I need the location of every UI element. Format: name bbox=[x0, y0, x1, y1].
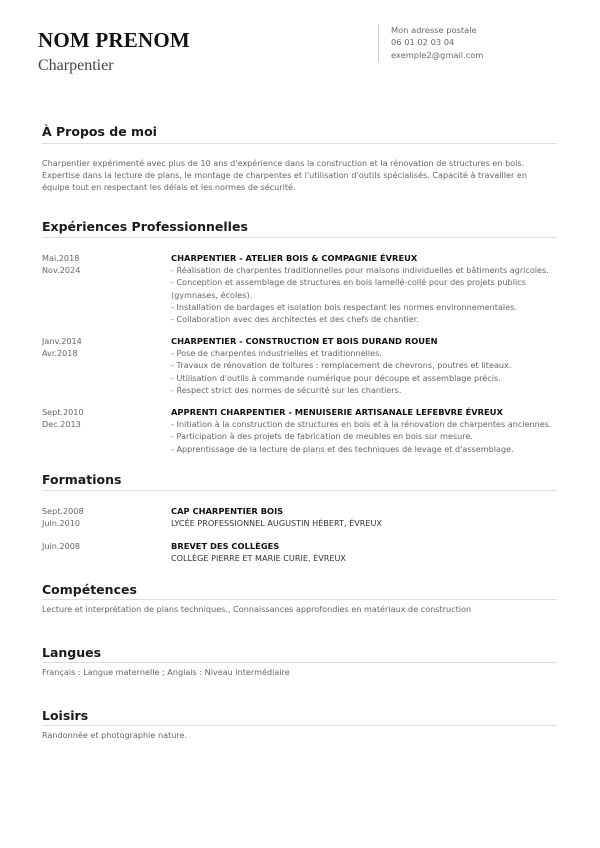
experience-bullet: - Initiation à la construction de structures en bois et à la rénovation de charpentes anciennes. bbox=[171, 419, 552, 430]
date-end: Juin.2010 bbox=[42, 518, 81, 529]
contact-address: Mon adresse postale bbox=[391, 25, 477, 35]
date-start: Mai.2018 bbox=[42, 253, 80, 263]
education-school: COLLÈGE PIERRE ET MARIE CURIE, ÉVREUX bbox=[171, 553, 346, 564]
section-divider bbox=[42, 143, 557, 144]
contact-block bbox=[378, 24, 483, 62]
education-dates bbox=[42, 505, 162, 529]
experience-bullet: - Participation à des projets de fabrication de meubles en bois sur mesure. bbox=[171, 431, 473, 442]
experience-bullet: (gymnases, écoles). bbox=[171, 289, 253, 300]
experience-bullet: - Collaboration avec des architectes et des chefs de chantier. bbox=[171, 314, 419, 325]
experience-bullet: - Apprentissage de la lecture de plans et des techniques de levage et d'assemblage. bbox=[171, 443, 514, 454]
education-section-title: Formations bbox=[42, 472, 122, 487]
skills-section-title: Compétences bbox=[42, 582, 137, 597]
education-degree: CAP CHARPENTIER BOIS bbox=[171, 506, 284, 516]
experience-role: APPRENTI CHARPENTIER - MENUISERIE ARTISANALE LEFEBVRE ÉVREUX bbox=[171, 407, 503, 417]
experience-section-title: Expériences Professionnelles bbox=[42, 219, 248, 234]
experience-bullet: - Respect strict des normes de sécurité sur les chantiers. bbox=[171, 384, 402, 395]
experience-content bbox=[171, 252, 561, 325]
date-end: Dec.2013 bbox=[42, 419, 81, 430]
experience-content bbox=[171, 335, 561, 396]
date-end: Nov.2024 bbox=[42, 265, 81, 276]
about-line: Expertise dans la lecture de plans, le montage de charpentes et l'utilisation d'outils spécialisés. Capacité à travailler en bbox=[42, 170, 527, 181]
candidate-name: NOM PRENOM bbox=[38, 28, 190, 52]
section-divider bbox=[42, 725, 557, 726]
date-start: Sept.2008 bbox=[42, 506, 84, 516]
contact-phone: 06 01 02 03 04 bbox=[391, 37, 455, 48]
date-start: Sept.2010 bbox=[42, 407, 84, 417]
education-degree: BREVET DES COLLÈGES bbox=[171, 541, 280, 551]
education-content bbox=[171, 505, 561, 529]
resume-header bbox=[0, 0, 600, 100]
experience-dates bbox=[42, 252, 162, 276]
skills-text: Lecture et interprétation de plans techniques., Connaissances approfondies en matériaux de construction bbox=[42, 604, 472, 614]
section-divider bbox=[42, 599, 557, 600]
about-line: Charpentier expérimenté avec plus de 10 ans d'expérience dans la construction et la rénovation de structures en bois. bbox=[42, 158, 525, 168]
date-start: Janv.2014 bbox=[42, 336, 82, 346]
experience-bullet: - Pose de charpentes industrielles et traditionnelles. bbox=[171, 348, 382, 359]
languages-text: Français : Langue maternelle ; Anglais : Niveau intermédiaire bbox=[42, 667, 290, 677]
experience-content bbox=[171, 406, 561, 455]
hobbies-section-title: Loisirs bbox=[42, 708, 89, 723]
experience-bullet: - Utilisation d'outils à commande numérique pour découpe et assemblage précis. bbox=[171, 372, 501, 383]
education-school: LYCÉE PROFESSIONNEL AUGUSTIN HÉBERT, ÉVREUX bbox=[171, 518, 382, 529]
experience-bullets bbox=[171, 418, 561, 455]
date-start: Juin.2008 bbox=[42, 541, 81, 551]
experience-bullets bbox=[171, 264, 561, 325]
date-end: Avr.2018 bbox=[42, 348, 78, 359]
experience-dates bbox=[42, 335, 162, 359]
section-divider bbox=[42, 662, 557, 663]
experience-bullet: - Travaux de rénovation de toitures : remplacement de chevrons, poutres et liteaux. bbox=[171, 360, 512, 371]
experience-dates bbox=[42, 406, 162, 430]
contact-email: exemple2@gmail.com bbox=[391, 49, 484, 60]
hobbies-text: Randonnée et photographie nature. bbox=[42, 730, 188, 740]
about-section-title: À Propos de moi bbox=[42, 124, 157, 139]
section-divider bbox=[42, 237, 557, 238]
experience-bullets bbox=[171, 347, 561, 396]
education-content bbox=[171, 540, 561, 564]
about-line: équipe tout en respectant les délais et les normes de sécurité. bbox=[42, 182, 296, 193]
experience-role: CHARPENTIER - CONSTRUCTION ET BOIS DURAND ROUEN bbox=[171, 336, 438, 346]
experience-role: CHARPENTIER - ATELIER BOIS & COMPAGNIE ÉVREUX bbox=[171, 253, 418, 263]
job-title: Charpentier bbox=[38, 57, 114, 74]
about-text bbox=[42, 157, 557, 194]
section-divider bbox=[42, 490, 557, 491]
experience-bullet: - Installation de bardages et isolation bois respectant les normes environnementales. bbox=[171, 301, 517, 312]
experience-bullet: - Conception et assemblage de structures en bois lamellé-collé pour des projets publics bbox=[171, 277, 526, 288]
education-dates bbox=[42, 540, 162, 552]
experience-bullet: - Réalisation de charpentes traditionnelles pour maisons individuelles et bâtiments agricoles. bbox=[171, 265, 549, 276]
languages-section-title: Langues bbox=[42, 645, 102, 660]
